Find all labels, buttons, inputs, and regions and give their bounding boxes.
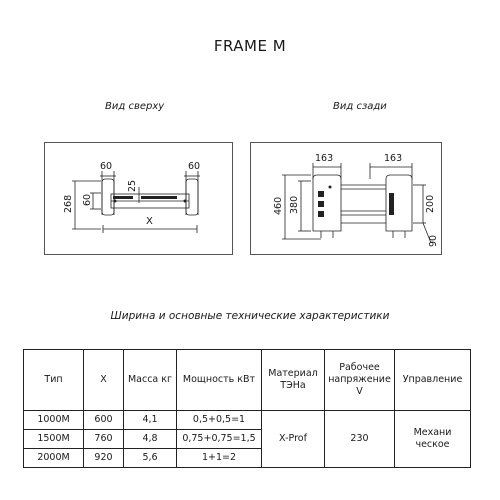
table-header-row [24,350,471,411]
top-view-drawing [44,142,233,255]
cell-mass: 5,6 [124,449,177,468]
cell-power: 0,5+0,5=1 [177,411,262,430]
table-caption: Ширина и основные технические характеристики [110,310,390,322]
cell-power: 0,75+0,75=1,5 [177,430,262,449]
header-power: Мощность кВт [177,350,262,411]
header-voltage: Рабочее напряжение V [325,350,395,411]
cell-x: 920 [84,449,124,468]
top-dim-offset: 25 [127,179,138,192]
top-view-label: Вид сверху [105,101,165,112]
top-dim-right-width: 60 [188,161,201,172]
back-view-svg [251,143,441,254]
header-type: Тип [24,350,84,411]
cell-control: Механи ческое [395,411,471,468]
cell-mass: 4,8 [124,430,177,449]
cell-type: 1000M [24,411,84,430]
cell-x: 760 [84,430,124,449]
cell-type: 2000M [24,449,84,468]
header-material: Материал ТЭНа [262,350,325,411]
top-view-svg [45,143,232,254]
spec-table [23,349,471,468]
cell-voltage: 230 [325,411,395,468]
back-dim-right-width: 163 [384,153,403,164]
back-dim-bottom: 90 [428,234,439,247]
back-dim-inner-height: 380 [289,195,300,214]
back-view-drawing [250,142,442,255]
table-row [24,411,471,430]
cell-power: 1+1=2 [177,449,262,468]
page-title: FRAME M [213,37,287,55]
top-dim-left-width: 60 [100,161,113,172]
top-dim-length: X [146,216,153,227]
header-x: X [84,350,124,411]
cell-mass: 4,1 [124,411,177,430]
back-dim-right-height: 200 [425,194,436,213]
cell-type: 1500M [24,430,84,449]
cell-x: 600 [84,411,124,430]
back-dim-height: 460 [273,196,284,215]
back-dim-left-width: 163 [315,153,334,164]
back-view-label: Вид сзади [333,101,387,112]
top-dim-inner-depth: 60 [82,193,93,206]
cell-material: X-Prof [262,411,325,468]
top-dim-depth: 268 [63,194,74,213]
header-mass: Масса кг [124,350,177,411]
header-control: Управление [395,350,471,411]
